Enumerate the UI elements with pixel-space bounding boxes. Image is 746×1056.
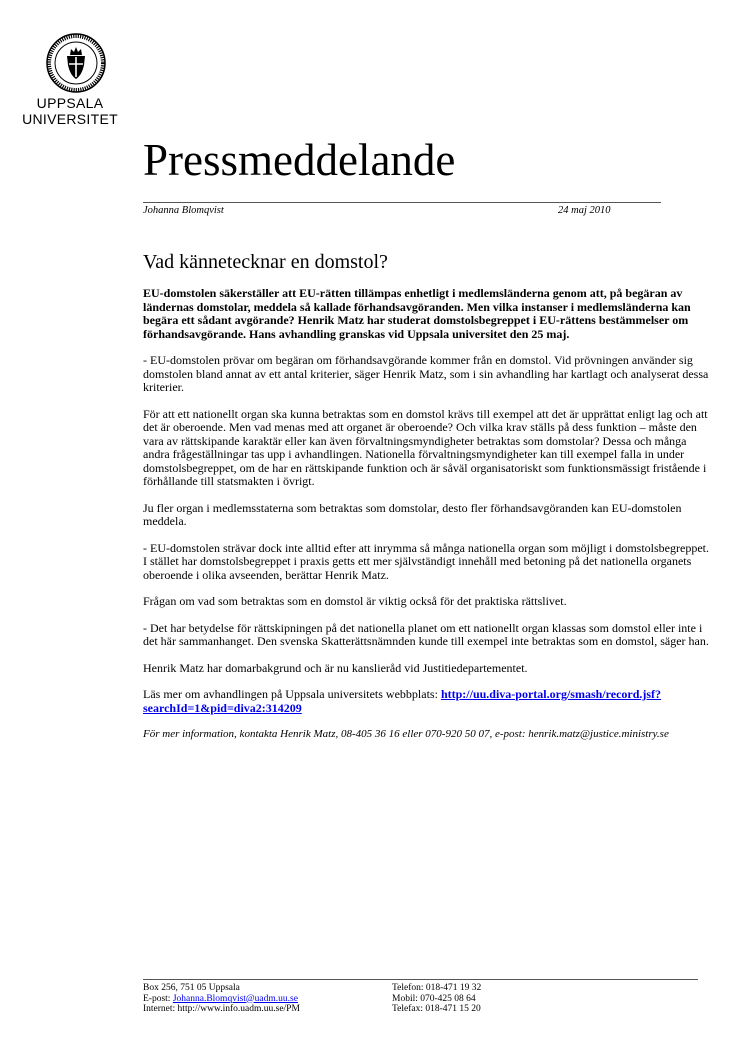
university-name-line2: UNIVERSITET bbox=[22, 111, 118, 127]
footer-email bbox=[143, 994, 300, 1005]
university-name bbox=[10, 95, 130, 127]
footer-right bbox=[392, 983, 481, 1015]
university-seal-logo bbox=[46, 33, 106, 93]
paragraph: - EU-domstolen prövar om begäran om förhandsavgörande kommer från en domstol. Vid prövningen använder sig domstolen bland annat av ett antal kriterier, säger Henrik Matz, som i sin avhandling har kartlagt och analyserat dessa kriterier. bbox=[143, 353, 709, 394]
date: 24 maj 2010 bbox=[558, 205, 611, 216]
paragraph: Ju fler organ i medlemsstaterna som betraktas som domstolar, desto fler förhandsavgöranden kan EU-domstolen meddela. bbox=[143, 500, 682, 528]
page-title: Pressmeddelande bbox=[143, 135, 456, 185]
footer-email-label: E-post: bbox=[143, 993, 173, 1004]
header-divider bbox=[143, 202, 661, 203]
footer-address: Box 256, 751 05 Uppsala bbox=[143, 983, 240, 993]
footer-internet: Internet: http://www.info.uadm.uu.se/PM bbox=[143, 1004, 300, 1014]
read-more-paragraph bbox=[143, 688, 713, 715]
footer-mobile: Mobil: 070-425 08 64 bbox=[392, 993, 476, 1004]
footer-phone: Telefon: 018-471 19 32 bbox=[392, 983, 482, 993]
paragraph: För att ett nationellt organ ska kunna betraktas som en domstol krävs till exempel att det är upprättat enligt lag och att det är oberoende. Men vad menas med att organet är oberoende? Och vilka krav ställs på dess funktion – måste den vara av rättskipande karaktär eller kan även förvaltningsmyndigheter betraktas som domstolar? Dessa och många andra frågeställningar tas upp i avhandlingen. Nationella förvaltningsmyndigheter kan till exempel falla in under domstolsbegreppet, om de har en rättskipande funktion och är såväl organisatoriskt som funktionsmässigt fristående i förhållande till statsmakten i övrigt. bbox=[143, 406, 708, 488]
footer-email-link[interactable]: Johanna.Blomqvist@uadm.uu.se bbox=[172, 993, 298, 1004]
article-body bbox=[143, 287, 713, 754]
university-name-line1: UPPSALA bbox=[36, 95, 104, 111]
read-more-text: Läs mer om avhandlingen på Uppsala universitets webbplats: bbox=[143, 687, 441, 701]
thesis-link[interactable]: http://uu.diva-portal.org/smash/record.jsf?searchId=1&pid=diva2:314209 bbox=[143, 687, 662, 715]
footer-left bbox=[143, 983, 300, 1015]
contact-info: För mer information, kontakta Henrik Matz, 08-405 36 16 eller 070-920 50 07, e-post: henrik.matz@justice.ministry.se bbox=[143, 728, 669, 740]
footer-divider bbox=[143, 979, 698, 980]
author: Johanna Blomqvist bbox=[143, 205, 224, 216]
paragraph: Frågan om vad som betraktas som en domstol är viktig också för det praktiska rättslivet. bbox=[143, 594, 567, 608]
article-lead: EU-domstolen säkerställer att EU-rätten tillämpas enhetligt i medlemsländerna genom att, på begäran av ländernas domstolar, meddela så kallade förhandsavgöranden. Men vilka instanser i medlemsländerna kan begära ett sådant avgörande? Henrik Matz har studerat domstolsbegreppet i EU-rättens bestämmelser om förhandsavgörande. Hans avhandling granskas vid Uppsala universitet den 25 maj. bbox=[143, 286, 691, 341]
paragraph: Henrik Matz har domarbakgrund och är nu kanslieråd vid Justitiedepartementet. bbox=[143, 660, 528, 675]
paragraph: - Det har betydelse för rättskipningen på det nationella planet om ett nationellt organ klassas som domstol eller inte i det här sammanhanget. Den svenska Skatterättsnämnden kunde till exempel inte betraktas som en domstol, säger han. bbox=[143, 620, 709, 648]
paragraph: - EU-domstolen strävar dock inte alltid efter att inrymma så många nationella organ som möjligt i domstolsbegreppet. I stället har domstolsbegreppet i praxis getts ett mer självständigt innehåll med betoning på det nationella organets oberoende i olika avseenden, berättar Henrik Matz. bbox=[143, 540, 709, 582]
footer-fax: Telefax: 018-471 15 20 bbox=[392, 1004, 481, 1014]
article-headline: Vad kännetecknar en domstol? bbox=[143, 251, 388, 273]
